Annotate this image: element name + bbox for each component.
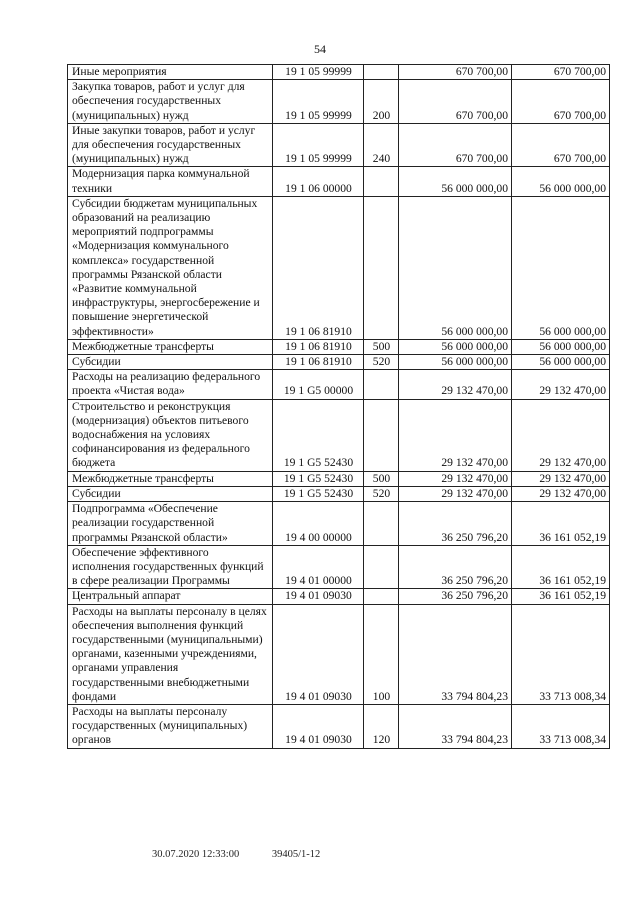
row-name: Подпрограмма «Обеспечение реализации государственной программы Рязанской области»: [68, 502, 273, 546]
row-expense-type: 120: [364, 704, 399, 748]
row-code: 19 1 05 99999: [273, 123, 364, 167]
row-amount-2: 29 132 470,00: [512, 486, 610, 501]
row-name: Закупка товаров, работ и услуг для обеспечения государственных (муниципальных) нужд: [68, 80, 273, 124]
table-row: [68, 355, 610, 370]
row-amount-1: 29 132 470,00: [399, 370, 512, 399]
budget-table: [67, 64, 610, 749]
row-name: Иные закупки товаров, работ и услуг для обеспечения государственных (муниципальных) нужд: [68, 123, 273, 167]
row-amount-2: 33 713 008,34: [512, 704, 610, 748]
row-amount-1: 56 000 000,00: [399, 339, 512, 354]
row-amount-1: 33 794 804,23: [399, 704, 512, 748]
row-name: Расходы на реализацию федерального проекта «Чистая вода»: [68, 370, 273, 399]
row-amount-2: 36 161 052,19: [512, 502, 610, 546]
table-row: [68, 80, 610, 124]
row-amount-1: 670 700,00: [399, 123, 512, 167]
row-amount-2: 56 000 000,00: [512, 355, 610, 370]
row-amount-1: 36 250 796,20: [399, 589, 512, 604]
row-amount-1: 29 132 470,00: [399, 471, 512, 486]
page-number: 54: [314, 42, 326, 56]
row-amount-1: 56 000 000,00: [399, 355, 512, 370]
row-name: Модернизация парка коммунальной техники: [68, 167, 273, 196]
row-amount-1: 36 250 796,20: [399, 545, 512, 589]
row-name: Иные мероприятия: [68, 65, 273, 80]
table-row: [68, 604, 610, 704]
table-row: [68, 339, 610, 354]
row-amount-2: 29 132 470,00: [512, 399, 610, 471]
row-name: Строительство и реконструкция (модернизация) объектов питьевого водоснабжения на условиях софинансирования из федерального бюджета: [68, 399, 273, 471]
table-row: [68, 545, 610, 589]
row-code: 19 4 01 09030: [273, 589, 364, 604]
row-amount-2: 33 713 008,34: [512, 604, 610, 704]
row-amount-1: 56 000 000,00: [399, 167, 512, 196]
row-amount-1: 670 700,00: [399, 65, 512, 80]
row-code: 19 1 06 00000: [273, 167, 364, 196]
table-row: [68, 196, 610, 339]
row-code: 19 1 G5 52430: [273, 399, 364, 471]
budget-table-body: [68, 65, 610, 749]
row-amount-2: 670 700,00: [512, 80, 610, 124]
table-row: [68, 65, 610, 80]
table-row: [68, 399, 610, 471]
row-code: 19 1 G5 52430: [273, 486, 364, 501]
row-code: 19 1 G5 00000: [273, 370, 364, 399]
row-amount-2: 670 700,00: [512, 65, 610, 80]
row-amount-2: 29 132 470,00: [512, 370, 610, 399]
table-row: [68, 589, 610, 604]
row-code: 19 4 01 09030: [273, 604, 364, 704]
row-expense-type: 500: [364, 339, 399, 354]
row-amount-2: 56 000 000,00: [512, 196, 610, 339]
table-row: [68, 123, 610, 167]
table-row: [68, 471, 610, 486]
table-row: [68, 486, 610, 501]
row-amount-2: 56 000 000,00: [512, 167, 610, 196]
row-code: 19 4 01 00000: [273, 545, 364, 589]
row-amount-2: 670 700,00: [512, 123, 610, 167]
row-expense-type: [364, 399, 399, 471]
row-expense-type: [364, 196, 399, 339]
row-expense-type: 240: [364, 123, 399, 167]
row-amount-2: 36 161 052,19: [512, 545, 610, 589]
row-expense-type: [364, 502, 399, 546]
row-code: 19 4 01 09030: [273, 704, 364, 748]
row-code: 19 1 06 81910: [273, 339, 364, 354]
row-amount-1: 29 132 470,00: [399, 486, 512, 501]
row-expense-type: 500: [364, 471, 399, 486]
row-name: Субсидии: [68, 355, 273, 370]
row-expense-type: 520: [364, 486, 399, 501]
table-row: [68, 167, 610, 196]
row-name: Центральный аппарат: [68, 589, 273, 604]
row-amount-1: 36 250 796,20: [399, 502, 512, 546]
row-amount-2: 36 161 052,19: [512, 589, 610, 604]
footer-timestamp: 30.07.2020 12:33:00: [152, 849, 240, 860]
row-name: Межбюджетные трансферты: [68, 471, 273, 486]
row-code: 19 1 06 81910: [273, 196, 364, 339]
row-code: 19 1 05 99999: [273, 80, 364, 124]
row-name: Расходы на выплаты персоналу в целях обеспечения выполнения функций государственными (муниципальными) органами, казенными учреждениями, органами управления государственными внебюджетными фондами: [68, 604, 273, 704]
row-amount-2: 56 000 000,00: [512, 339, 610, 354]
row-amount-1: 56 000 000,00: [399, 196, 512, 339]
row-name: Субсидии бюджетам муниципальных образований на реализацию мероприятий подпрограммы «Модернизация коммунального комплекса» государственной программы Рязанской области «Развитие коммунальной инфраструктуры, энергосбережение и повышение энергетической эффективности»: [68, 196, 273, 339]
row-name: Межбюджетные трансферты: [68, 339, 273, 354]
row-expense-type: 520: [364, 355, 399, 370]
row-expense-type: [364, 65, 399, 80]
row-expense-type: [364, 370, 399, 399]
footer: [152, 849, 320, 860]
row-name: Субсидии: [68, 486, 273, 501]
table-row: [68, 370, 610, 399]
row-expense-type: [364, 589, 399, 604]
row-amount-1: 33 794 804,23: [399, 604, 512, 704]
table-row: [68, 502, 610, 546]
row-amount-1: 29 132 470,00: [399, 399, 512, 471]
row-name: Расходы на выплаты персоналу государственных (муниципальных) органов: [68, 704, 273, 748]
footer-document-id: 39405/1-12: [271, 849, 321, 860]
row-expense-type: [364, 545, 399, 589]
row-expense-type: 200: [364, 80, 399, 124]
row-code: 19 1 06 81910: [273, 355, 364, 370]
table-row: [68, 704, 610, 748]
row-expense-type: 100: [364, 604, 399, 704]
row-expense-type: [364, 167, 399, 196]
row-code: 19 1 G5 52430: [273, 471, 364, 486]
row-name: Обеспечение эффективного исполнения государственных функций в сфере реализации Программы: [68, 545, 273, 589]
row-amount-1: 670 700,00: [399, 80, 512, 124]
row-code: 19 4 00 00000: [273, 502, 364, 546]
row-amount-2: 29 132 470,00: [512, 471, 610, 486]
row-code: 19 1 05 99999: [273, 65, 364, 80]
